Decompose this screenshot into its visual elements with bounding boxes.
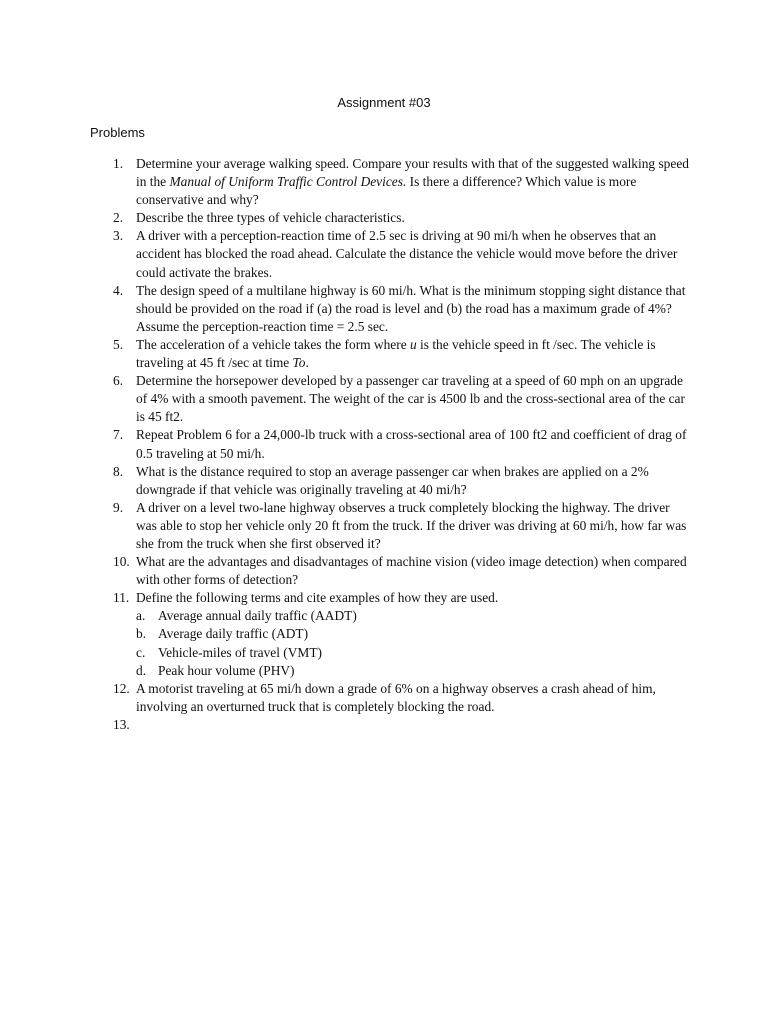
problem-text: What is the distance required to stop an average passenger car when brakes are applied on a 2% downgrade if that vehicle was originally traveling at 40 mi/h? bbox=[136, 463, 649, 497]
term-item bbox=[136, 607, 690, 625]
problem-text: Repeat Problem 6 for a 24,000-lb truck with a cross-sectional area of 100 ft2 and coefficient of drag of 0.5 traveling at 50 mi/h. bbox=[136, 427, 687, 461]
term-text: Average annual daily traffic (AADT) bbox=[158, 608, 357, 624]
problem-list bbox=[90, 155, 690, 734]
problem-item-10 bbox=[90, 553, 690, 589]
problem-item-6 bbox=[90, 372, 690, 426]
term-text: Peak hour volume (PHV) bbox=[158, 662, 295, 678]
problem-text-italic: To bbox=[292, 355, 306, 371]
problem-number: 4. bbox=[113, 282, 124, 298]
problem-item-2 bbox=[90, 209, 690, 227]
problem-item-4 bbox=[90, 282, 690, 336]
problem-item-5 bbox=[90, 336, 690, 372]
problem-item-9 bbox=[90, 499, 690, 553]
term-letter: a. bbox=[136, 608, 146, 624]
problem-number: 12. bbox=[113, 680, 130, 696]
problem-number: 13. bbox=[113, 716, 130, 732]
problem-item-7 bbox=[90, 426, 690, 462]
term-letter: d. bbox=[136, 662, 147, 678]
problem-text: Is there a difference? Which value is more conservative and why? bbox=[136, 174, 637, 208]
term-text: Vehicle-miles of travel (VMT) bbox=[158, 644, 322, 660]
problem-text: Define the following terms and cite examples of how they are used. bbox=[136, 590, 499, 606]
problem-item-1 bbox=[90, 155, 690, 209]
problem-number: 3. bbox=[113, 228, 124, 244]
problem-number: 7. bbox=[113, 427, 124, 443]
problem-number: 5. bbox=[113, 336, 124, 352]
term-list bbox=[136, 607, 690, 679]
problem-number: 2. bbox=[113, 210, 124, 226]
problem-text: A driver with a perception-reaction time of 2.5 sec is driving at 90 mi/h when he observes that an accident has blocked the road ahead. Calculate the distance the vehicle would move before the driver could activate the brakes. bbox=[136, 228, 678, 280]
problem-text: A driver on a level two-lane highway observes a truck completely blocking the highway. The driver was able to stop her vehicle only 20 ft from the truck. If the driver was driving at 60 mi/h, how far was she from the truck when she first observed it? bbox=[136, 499, 687, 551]
problem-text: The design speed of a multilane highway is 60 mi/h. What is the minimum stopping sight distance that should be provided on the road if (a) the road is level and (b) the road has a maximum grade of 4%? Assume the perception-reaction time = 2.5 sec. bbox=[136, 282, 686, 334]
problem-number: 6. bbox=[113, 373, 124, 389]
term-letter: c. bbox=[136, 644, 146, 660]
problem-text: Determine the horsepower developed by a passenger car traveling at a speed of 60 mph on an upgrade of 4% with a smooth pavement. The weight of the car is 4500 lb and the cross-sectional area of the car is 45 ft2. bbox=[136, 373, 685, 425]
problem-text: Describe the three types of vehicle characteristics. bbox=[136, 210, 405, 226]
problem-item-13 bbox=[90, 716, 690, 734]
problem-number: 10. bbox=[113, 554, 130, 570]
problem-item-11 bbox=[90, 589, 690, 679]
problem-text: is the vehicle speed in ft /sec. The vehicle is traveling at 45 ft /sec at time bbox=[136, 336, 656, 371]
term-letter: b. bbox=[136, 626, 147, 642]
problem-text bbox=[136, 717, 139, 732]
problem-text: A motorist traveling at 65 mi/h down a grade of 6% on a highway observes a crash ahead of him, involving an overturned truck that is completely blocking the road. bbox=[136, 680, 656, 714]
problem-item-3 bbox=[90, 227, 690, 281]
problem-number: 8. bbox=[113, 463, 124, 479]
problem-text: Determine your average walking speed. Compare your results with that of the suggested walking speed in the bbox=[136, 156, 689, 190]
problem-item-8 bbox=[90, 463, 690, 499]
problem-number: 11. bbox=[113, 590, 130, 606]
problem-text: . bbox=[305, 355, 309, 371]
page-title: Assignment #03 bbox=[337, 95, 431, 110]
problem-number: 9. bbox=[113, 499, 124, 515]
problem-text: What are the advantages and disadvantages of machine vision (video image detection) when compared with other forms of detection? bbox=[136, 554, 687, 588]
section-heading: Problems bbox=[90, 125, 145, 140]
term-item bbox=[136, 644, 690, 662]
problem-text-italic: u bbox=[410, 336, 417, 352]
problem-text-italic: Manual of Uniform Traffic Control Devices. bbox=[169, 174, 407, 190]
problem-text: The acceleration of a vehicle takes the form where bbox=[136, 336, 410, 352]
problem-item-12 bbox=[90, 680, 690, 716]
term-text: Average daily traffic (ADT) bbox=[158, 626, 309, 642]
term-item bbox=[136, 625, 690, 643]
problem-number: 1. bbox=[113, 156, 124, 171]
term-item bbox=[136, 662, 690, 680]
